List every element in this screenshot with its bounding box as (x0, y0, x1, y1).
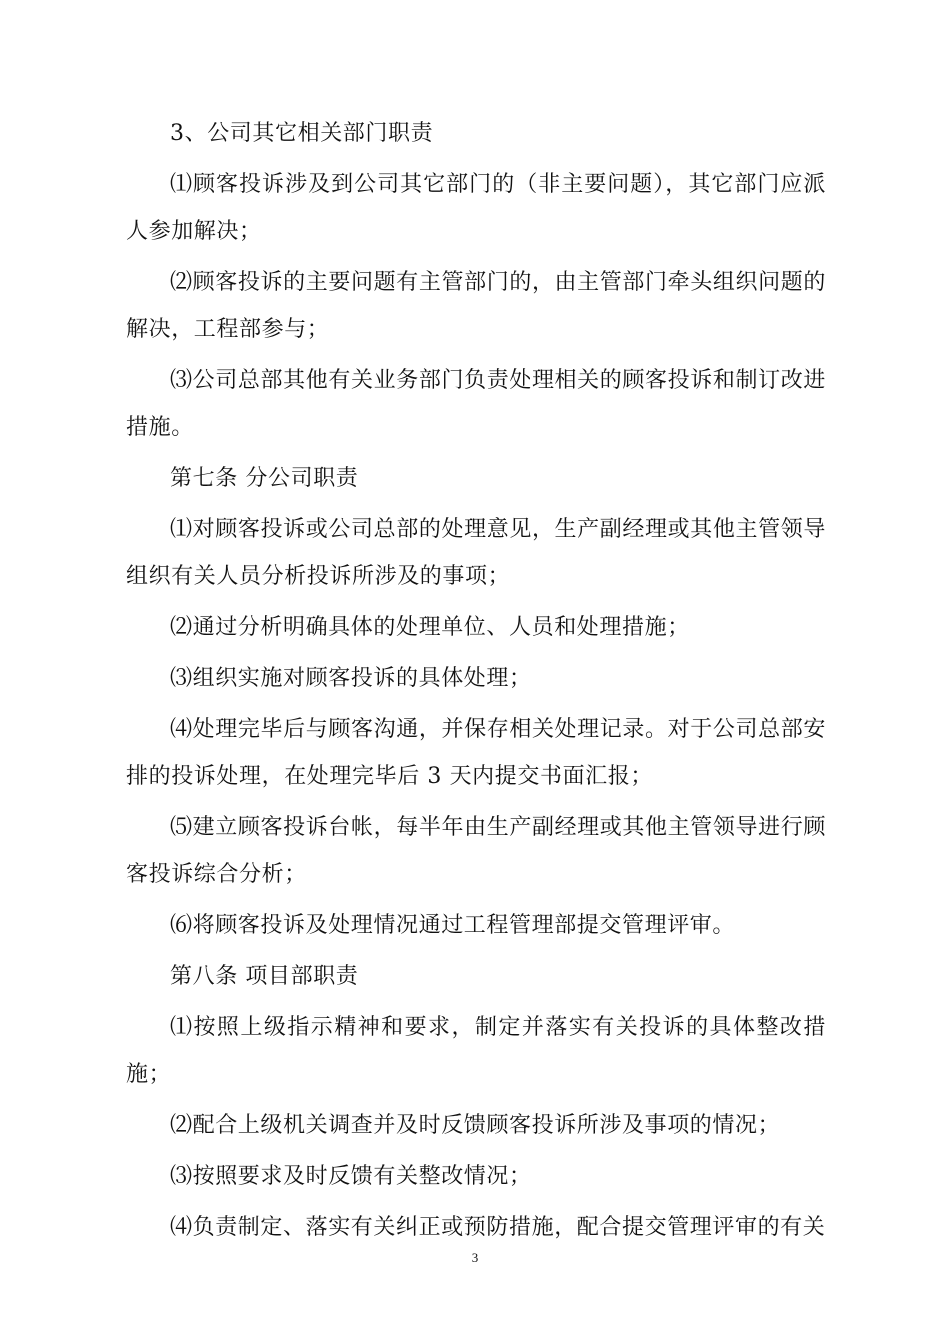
document-body (126, 110, 826, 1251)
paragraph-item: ⑴顾客投诉涉及到公司其它部门的（非主要问题），其它部门应派人参加解决； (126, 172, 826, 244)
paragraph-item: ⑵配合上级机关调查并及时反馈顾客投诉所涉及事项的情况； (170, 1113, 781, 1138)
paragraph-item: ⑷负责制定、落实有关纠正或预防措施，配合提交管理评审的有关 (170, 1215, 826, 1240)
paragraph-item: ⑷处理完毕后与顾客沟通，并保存相关处理记录。对于公司总部安排的投诉处理，在处理完毕后 3 天内提交书面汇报； (126, 717, 826, 789)
paragraph-item: ⑵顾客投诉的主要问题有主管部门的，由主管部门牵头组织问题的解决，工程部参与； (126, 270, 826, 342)
article-heading: 第八条 项目部职责 (170, 964, 359, 989)
paragraph-item: ⑵通过分析明确具体的处理单位、人员和处理措施； (170, 615, 690, 640)
paragraph-item: ⑶按照要求及时反馈有关整改情况； (170, 1164, 532, 1189)
paragraph-item: ⑶公司总部其他有关业务部门负责处理相关的顾客投诉和制订改进措施。 (126, 368, 826, 440)
page-number: 3 (471, 1250, 479, 1265)
section-heading: 3、公司其它相关部门职责 (170, 121, 434, 146)
paragraph-item: ⑸建立顾客投诉台帐，每半年由生产副经理或其他主管领导进行顾客投诉综合分析； (126, 815, 826, 887)
article-heading: 第七条 分公司职责 (170, 466, 359, 491)
paragraph-item: ⑹将顾客投诉及处理情况通过工程管理部提交管理评审。 (170, 913, 736, 938)
paragraph-item: ⑶组织实施对顾客投诉的具体处理； (170, 666, 532, 691)
paragraph-item: ⑴对顾客投诉或公司总部的处理意见，生产副经理或其他主管领导组织有关人员分析投诉所涉及的事项； (126, 517, 826, 589)
paragraph-item: ⑴按照上级指示精神和要求，制定并落实有关投诉的具体整改措施； (126, 1015, 826, 1087)
